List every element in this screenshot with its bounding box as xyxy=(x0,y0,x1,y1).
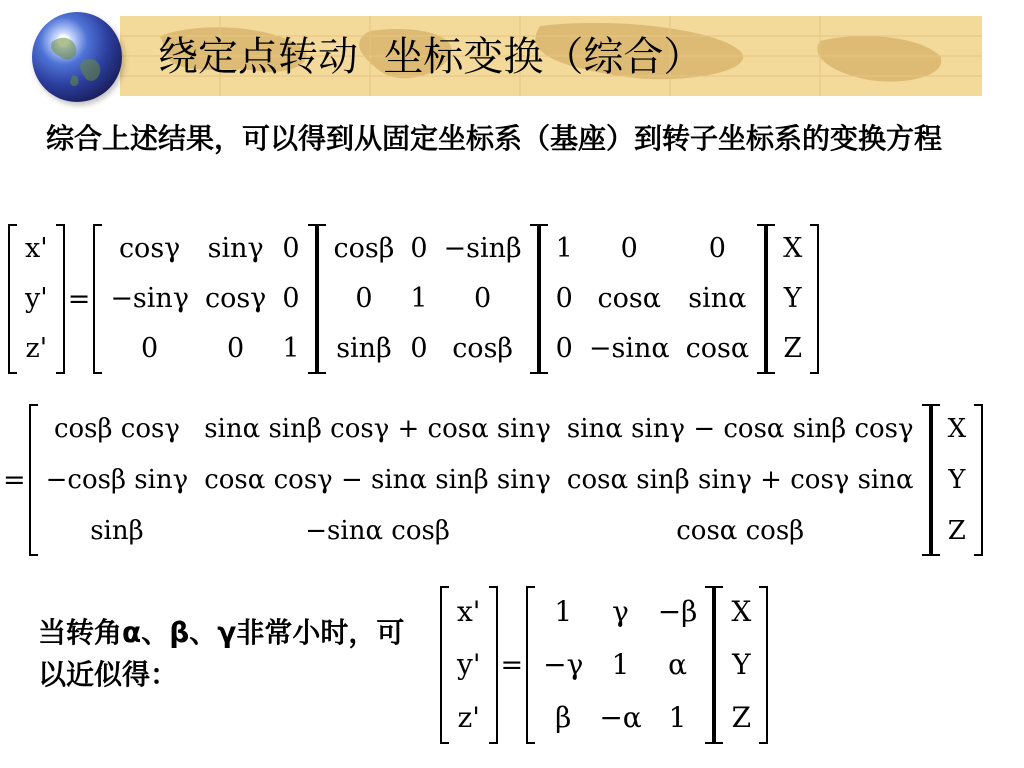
equation-small-angle-approx xyxy=(440,586,768,744)
rhs-vector xyxy=(931,404,984,556)
rotation-matrix-beta xyxy=(317,224,539,374)
matrix-cell: α xyxy=(668,647,687,681)
matrix-cell: 0 xyxy=(282,233,300,264)
matrix-cell: Y xyxy=(732,647,751,681)
matrix-cell: 1 xyxy=(668,700,687,734)
matrix-cell: −γ xyxy=(543,647,584,681)
matrix-cell: X xyxy=(783,233,803,264)
matrix-cell: 1 xyxy=(282,333,300,364)
matrix-cell: −sinα cosβ xyxy=(305,515,450,546)
lhs-vector xyxy=(440,586,498,744)
matrix-cell: cosα sinβ sinγ + cosγ sinα xyxy=(566,464,914,495)
matrix-cell: Z xyxy=(731,700,752,734)
matrix-cell: 1 xyxy=(611,647,630,681)
matrix-cell: z' xyxy=(457,700,480,734)
matrix-cell: 0 xyxy=(555,333,573,364)
matrix-cell: 0 xyxy=(410,233,428,264)
matrix-cell: −sinγ xyxy=(110,283,189,314)
matrix-cell: X xyxy=(947,414,967,445)
matrix-cell: cosβ cosγ xyxy=(53,414,180,445)
matrix-cell: −β xyxy=(657,595,698,629)
approx-rotation-matrix xyxy=(526,586,714,744)
matrix-cell: cosβ xyxy=(333,233,395,264)
matrix-cell: cosα xyxy=(597,283,661,314)
matrix-cell: X xyxy=(731,595,752,629)
equals-sign: = xyxy=(67,283,91,315)
matrix-cell: x' xyxy=(25,233,48,264)
small-angle-note: 当转角α、β、γ非常小时，可以近似得： xyxy=(38,616,405,691)
matrix-cell: x' xyxy=(457,595,481,629)
matrix-cell: cosα xyxy=(685,333,750,364)
equals-sign: = xyxy=(500,649,524,681)
matrix-cell: Y xyxy=(783,283,802,314)
rotation-matrix-gamma xyxy=(93,224,316,374)
matrix-cell: sinα sinγ − cosα sinβ cosγ xyxy=(566,414,914,445)
matrix-cell: −sinα xyxy=(588,333,670,364)
matrix-cell: sinα xyxy=(688,283,747,314)
matrix-cell: z' xyxy=(25,333,48,364)
matrix-cell: 0 xyxy=(555,283,573,314)
rhs-vector xyxy=(714,586,768,744)
matrix-cell: cosγ xyxy=(118,233,181,264)
matrix-cell: β xyxy=(555,700,572,734)
matrix-cell: y' xyxy=(457,647,481,681)
intro-text: 综合上述结果，可以得到从固定坐标系（基座）到转子坐标系的变换方程 xyxy=(46,122,943,155)
matrix-cell: 0 xyxy=(355,283,373,314)
matrix-cell: 0 xyxy=(282,283,300,314)
matrix-cell: cosγ xyxy=(204,283,267,314)
matrix-cell: −α xyxy=(599,700,642,734)
matrix-cell: 0 xyxy=(474,283,492,314)
combined-rotation-matrix xyxy=(29,404,931,556)
matrix-cell: 0 xyxy=(620,233,638,264)
matrix-cell: cosβ xyxy=(452,333,514,364)
matrix-cell: sinβ xyxy=(90,515,144,546)
equals-sign: = xyxy=(3,464,26,496)
matrix-cell: −cosβ sinγ xyxy=(45,464,189,495)
equation-combined-matrix xyxy=(0,404,983,556)
matrix-cell: Y xyxy=(948,464,966,495)
matrix-cell: y' xyxy=(25,283,48,314)
matrix-cell: 1 xyxy=(554,595,573,629)
matrix-cell: 0 xyxy=(141,333,159,364)
matrix-cell: cosα cosβ xyxy=(676,515,805,546)
slide-title: 绕定点转动 坐标变换（综合） xyxy=(158,34,704,80)
rhs-vector xyxy=(766,224,819,374)
matrix-cell: Z xyxy=(783,333,803,364)
matrix-cell: 1 xyxy=(410,283,428,314)
rotation-matrix-alpha xyxy=(539,224,766,374)
matrix-cell: 0 xyxy=(227,333,245,364)
matrix-cell: −sinβ xyxy=(443,233,522,264)
matrix-cell: 0 xyxy=(708,233,726,264)
globe-icon xyxy=(32,12,122,102)
lhs-vector xyxy=(8,224,65,374)
matrix-cell: 0 xyxy=(410,333,428,364)
matrix-cell: sinγ xyxy=(207,233,264,264)
matrix-cell: γ xyxy=(612,595,629,629)
matrix-cell: sinα sinβ cosγ + cosα sinγ xyxy=(204,414,551,445)
matrix-cell: Z xyxy=(947,515,966,546)
matrix-cell: sinβ xyxy=(336,333,392,364)
matrix-cell: 1 xyxy=(555,233,573,264)
equation-rotation-product xyxy=(8,224,819,374)
matrix-cell: cosα cosγ − sinα sinβ sinγ xyxy=(204,464,551,495)
